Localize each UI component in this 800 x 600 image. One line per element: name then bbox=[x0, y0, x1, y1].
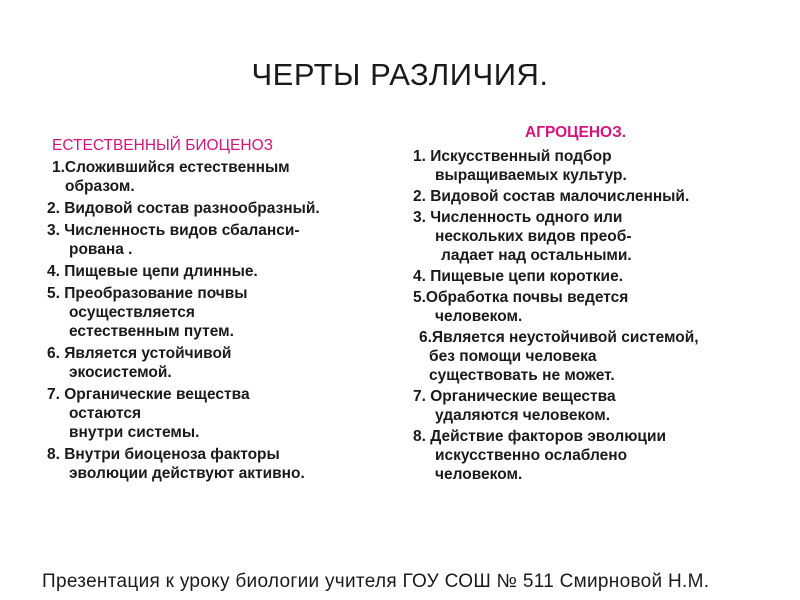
list-item-line: образом. bbox=[65, 178, 135, 195]
list-item-line: 8. Внутри биоценоза факторы bbox=[47, 446, 280, 463]
list-item-line: 4. Пищевые цепи короткие. bbox=[413, 268, 624, 285]
list-item bbox=[413, 187, 773, 206]
list-item-line: 8. Действие факторов эволюции bbox=[413, 428, 667, 445]
list-item bbox=[47, 284, 407, 341]
list-item bbox=[413, 328, 773, 385]
list-item-line: рована . bbox=[69, 241, 133, 258]
list-item bbox=[47, 199, 407, 218]
list-item-line: 1. Искусственный подбор bbox=[413, 148, 612, 165]
list-item-line: естественным путем. bbox=[69, 323, 234, 340]
list-item-line: ладает над остальными. bbox=[441, 247, 632, 264]
list-item-line: 4. Пищевые цепи длинные. bbox=[47, 263, 258, 280]
list-item bbox=[413, 147, 773, 185]
agrocenosis-list bbox=[413, 147, 773, 484]
list-item bbox=[47, 158, 407, 196]
list-item-line: человеком. bbox=[435, 308, 523, 325]
list-item-line: 3. Численность одного или bbox=[413, 209, 623, 226]
list-item-line: существовать не может. bbox=[429, 367, 615, 384]
list-item bbox=[413, 208, 773, 265]
list-item-line: удаляются человеком. bbox=[435, 407, 611, 424]
list-item bbox=[47, 344, 407, 382]
list-item bbox=[413, 387, 773, 425]
list-item bbox=[413, 288, 773, 326]
list-item bbox=[47, 385, 407, 442]
list-item bbox=[47, 445, 407, 483]
list-item-line: внутри системы. bbox=[69, 424, 200, 441]
list-item-line: без помощи человека bbox=[429, 348, 597, 365]
agrocenosis-column bbox=[413, 123, 773, 486]
list-item-line: 3. Численность видов сбаланси- bbox=[47, 222, 300, 239]
agrocenosis-heading: АГРОЦЕНОЗ. bbox=[525, 124, 627, 141]
list-item bbox=[413, 267, 773, 286]
list-item-line: 7. Органические вещества bbox=[47, 386, 250, 403]
list-item-line: искусственно ослаблено bbox=[435, 447, 628, 464]
list-item-line: 6.Является неустойчивой системой, bbox=[419, 329, 699, 346]
list-item-line: остаются bbox=[69, 405, 141, 422]
footer-caption: Презентация к уроку биологии учителя ГОУ СОШ № 511 Смирновой Н.М. bbox=[42, 571, 710, 592]
list-item bbox=[47, 221, 407, 259]
list-item bbox=[47, 262, 407, 281]
list-item-line: 5. Преобразование почвы bbox=[47, 285, 248, 302]
slide-title: ЧЕРТЫ РАЗЛИЧИЯ. bbox=[251, 57, 549, 92]
list-item-line: 2. Видовой состав разнообразный. bbox=[47, 200, 320, 217]
natural-biocenosis-list bbox=[47, 158, 407, 483]
list-item-line: 1.Сложившийся естественным bbox=[52, 159, 290, 176]
list-item-line: 7. Органические вещества bbox=[413, 388, 616, 405]
list-item-line: эволюции действуют активно. bbox=[69, 465, 305, 482]
list-item-line: 5.Обработка почвы ведется bbox=[413, 289, 629, 306]
natural-biocenosis-column bbox=[47, 136, 407, 486]
list-item-line: экосистемой. bbox=[69, 364, 172, 381]
list-item-line: выращиваемых культур. bbox=[435, 167, 627, 184]
list-item-line: нескольких видов преоб- bbox=[435, 228, 632, 245]
list-item-line: осуществляется bbox=[69, 304, 195, 321]
natural-biocenosis-heading: ЕСТЕСТВЕННЫЙ БИОЦЕНОЗ bbox=[52, 137, 273, 154]
list-item-line: 6. Является устойчивой bbox=[47, 345, 232, 362]
list-item-line: 2. Видовой состав малочисленный. bbox=[413, 188, 690, 205]
list-item-line: человеком. bbox=[435, 466, 523, 483]
list-item bbox=[413, 427, 773, 484]
